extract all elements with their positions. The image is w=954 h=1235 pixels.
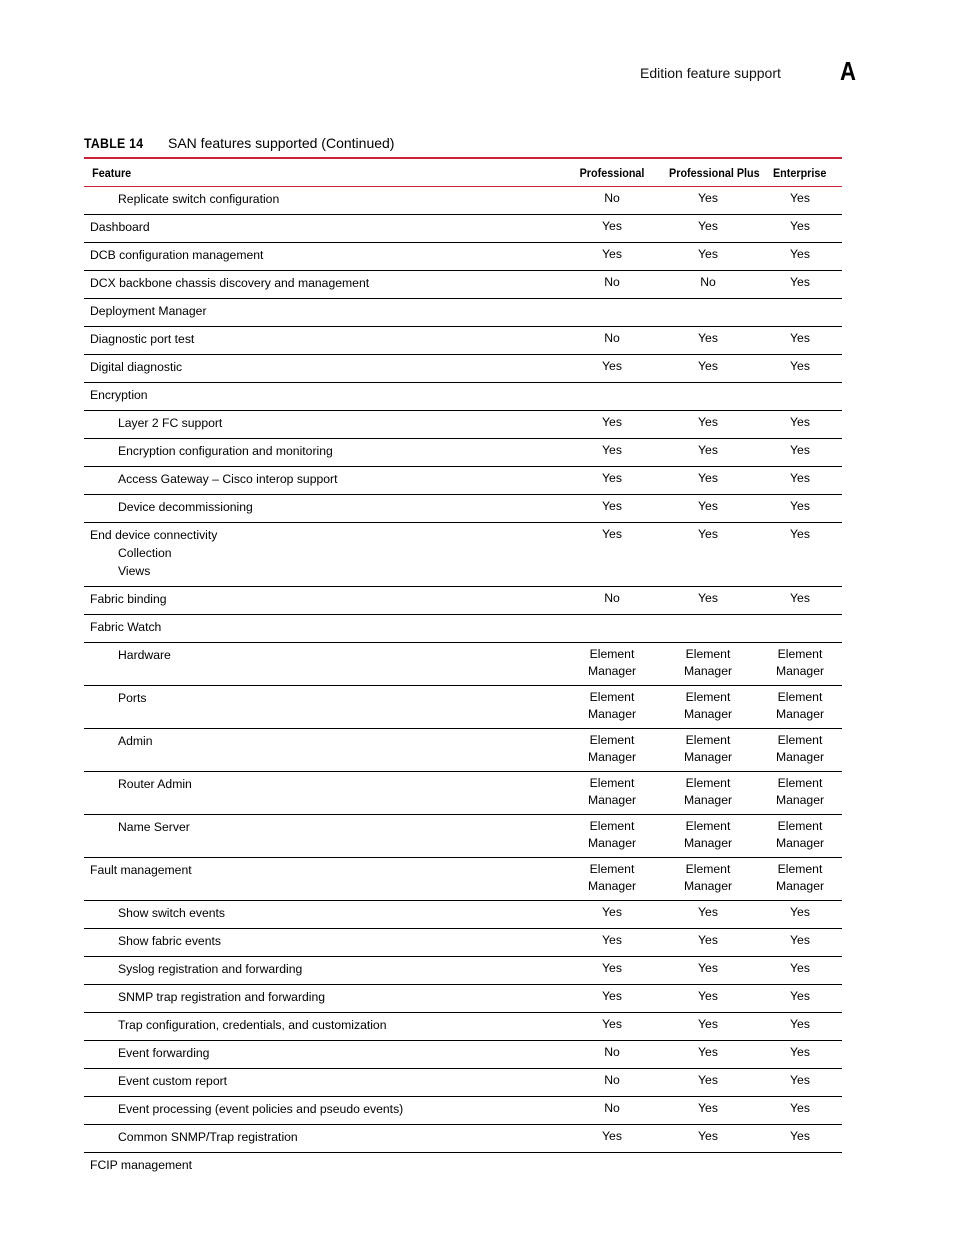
- feature-cell: [84, 686, 566, 729]
- table-row: [84, 772, 842, 815]
- feature-cell: [84, 439, 566, 467]
- feature-name: Encryption configuration and monitoring: [118, 444, 333, 458]
- table-row: [84, 271, 842, 299]
- table-row: [84, 1041, 842, 1069]
- feature-cell: [84, 929, 566, 957]
- support-value: Yes: [790, 415, 810, 429]
- support-cell-enterprise: [758, 985, 842, 1013]
- support-cell-enterprise: [758, 1097, 842, 1125]
- support-value: Yes: [698, 499, 718, 513]
- feature-cell: [84, 355, 566, 383]
- feature-name: Access Gateway – Cisco interop support: [118, 472, 338, 486]
- support-value: Yes: [698, 331, 718, 345]
- support-cell-professional: [566, 686, 658, 729]
- support-value: Yes: [602, 905, 622, 919]
- support-value: Element Manager: [775, 690, 825, 721]
- support-value: Element Manager: [587, 776, 637, 807]
- support-cell-professional: [566, 495, 658, 523]
- support-cell-professional: [566, 383, 658, 411]
- feature-cell: [84, 495, 566, 523]
- table-number: TABLE 14: [84, 135, 144, 151]
- feature-name: Layer 2 FC support: [118, 416, 223, 430]
- support-cell-professional-plus: [658, 271, 758, 299]
- support-value: No: [604, 1045, 620, 1059]
- feature-name: Common SNMP/Trap registration: [118, 1130, 298, 1144]
- support-cell-professional-plus: [658, 901, 758, 929]
- support-value: Yes: [602, 1129, 622, 1143]
- support-cell-professional-plus: [658, 355, 758, 383]
- table-row: [84, 411, 842, 439]
- support-cell-enterprise: [758, 815, 842, 858]
- support-cell-enterprise: [758, 187, 842, 215]
- table-row: [84, 1097, 842, 1125]
- support-value: Yes: [790, 499, 810, 513]
- support-value: No: [604, 591, 620, 605]
- support-cell-enterprise: [758, 1125, 842, 1153]
- support-cell-professional: [566, 1153, 658, 1181]
- support-cell-enterprise: [758, 587, 842, 615]
- feature-name: Fault management: [90, 863, 192, 877]
- support-cell-enterprise: [758, 615, 842, 643]
- feature-name: Show fabric events: [118, 934, 221, 948]
- support-cell-enterprise: [758, 439, 842, 467]
- table-row: [84, 615, 842, 643]
- support-value: Yes: [790, 275, 810, 289]
- support-value: Yes: [790, 527, 810, 541]
- support-cell-professional: [566, 411, 658, 439]
- feature-cell: [84, 467, 566, 495]
- table-row: [84, 299, 842, 327]
- support-value: No: [604, 331, 620, 345]
- feature-cell: [84, 815, 566, 858]
- support-cell-professional: [566, 215, 658, 243]
- support-value: Yes: [698, 191, 718, 205]
- support-value: Yes: [790, 471, 810, 485]
- column-header-professional: Professional: [579, 165, 645, 180]
- feature-name: DCB configuration management: [90, 248, 264, 262]
- support-cell-professional-plus: [658, 523, 758, 587]
- feature-cell: [84, 729, 566, 772]
- support-value: Yes: [698, 591, 718, 605]
- table-row: [84, 957, 842, 985]
- table-row: [84, 643, 842, 686]
- feature-name: Replicate switch configuration: [118, 192, 280, 206]
- support-cell-professional: [566, 1069, 658, 1097]
- support-cell-professional: [566, 643, 658, 686]
- support-cell-professional-plus: [658, 815, 758, 858]
- table-row: [84, 523, 842, 587]
- feature-cell: [84, 858, 566, 901]
- support-cell-enterprise: [758, 355, 842, 383]
- support-value: No: [604, 275, 620, 289]
- table-row: [84, 243, 842, 271]
- feature-cell: [84, 271, 566, 299]
- support-value: Yes: [602, 219, 622, 233]
- support-value: Yes: [790, 1045, 810, 1059]
- support-value: Element Manager: [587, 862, 637, 893]
- table-row: [84, 215, 842, 243]
- support-cell-professional-plus: [658, 1041, 758, 1069]
- support-cell-professional-plus: [658, 615, 758, 643]
- table-row: [84, 985, 842, 1013]
- support-cell-enterprise: [758, 495, 842, 523]
- support-cell-professional: [566, 587, 658, 615]
- support-value: Yes: [602, 471, 622, 485]
- support-cell-professional: [566, 815, 658, 858]
- feature-cell: [84, 1013, 566, 1041]
- support-cell-professional-plus: [658, 643, 758, 686]
- support-cell-professional-plus: [658, 858, 758, 901]
- support-value: Element Manager: [587, 690, 637, 721]
- support-cell-professional-plus: [658, 299, 758, 327]
- feature-cell: [84, 901, 566, 929]
- support-cell-enterprise: [758, 1153, 842, 1181]
- support-value: Yes: [790, 191, 810, 205]
- support-value: Yes: [698, 989, 718, 1003]
- support-value: Element Manager: [587, 733, 637, 764]
- support-cell-professional-plus: [658, 243, 758, 271]
- column-header-enterprise: Enterprise: [773, 165, 827, 180]
- feature-cell: [84, 643, 566, 686]
- support-cell-professional-plus: [658, 1069, 758, 1097]
- support-value: Yes: [790, 219, 810, 233]
- support-cell-professional: [566, 523, 658, 587]
- support-value: Yes: [790, 989, 810, 1003]
- feature-cell: [84, 383, 566, 411]
- table-body: [84, 187, 842, 1181]
- feature-name: Event forwarding: [118, 1046, 210, 1060]
- table-row: [84, 439, 842, 467]
- support-value: Yes: [698, 1045, 718, 1059]
- table-row: [84, 1069, 842, 1097]
- support-value: Element Manager: [683, 776, 733, 807]
- feature-name: Fabric binding: [90, 592, 167, 606]
- support-cell-professional-plus: [658, 772, 758, 815]
- feature-cell: [84, 772, 566, 815]
- support-value: Yes: [602, 1017, 622, 1031]
- support-value: Yes: [790, 1017, 810, 1031]
- support-cell-enterprise: [758, 327, 842, 355]
- support-cell-professional: [566, 1041, 658, 1069]
- support-cell-enterprise: [758, 729, 842, 772]
- support-cell-enterprise: [758, 271, 842, 299]
- support-cell-enterprise: [758, 957, 842, 985]
- support-cell-professional: [566, 1013, 658, 1041]
- support-cell-professional-plus: [658, 1097, 758, 1125]
- support-value: Element Manager: [775, 862, 825, 893]
- support-cell-professional-plus: [658, 187, 758, 215]
- support-value: Yes: [698, 1129, 718, 1143]
- feature-name: Event custom report: [118, 1074, 228, 1088]
- section-title: Edition feature support: [640, 65, 781, 81]
- support-value: Yes: [602, 989, 622, 1003]
- support-cell-professional: [566, 1125, 658, 1153]
- san-features-table: [84, 157, 842, 1180]
- support-value: Yes: [698, 247, 718, 261]
- support-cell-professional-plus: [658, 383, 758, 411]
- feature-subitem: Views: [118, 564, 151, 578]
- feature-name: Device decommissioning: [118, 500, 253, 514]
- support-value: Yes: [790, 933, 810, 947]
- support-value: Element Manager: [775, 819, 825, 850]
- feature-name: Deployment Manager: [90, 304, 207, 318]
- support-cell-professional-plus: [658, 467, 758, 495]
- support-cell-professional: [566, 355, 658, 383]
- support-cell-professional: [566, 243, 658, 271]
- table-row: [84, 1153, 842, 1181]
- feature-cell: [84, 299, 566, 327]
- support-value: Yes: [790, 1101, 810, 1115]
- support-value: Yes: [602, 499, 622, 513]
- support-value: Yes: [698, 415, 718, 429]
- table-row: [84, 815, 842, 858]
- support-cell-enterprise: [758, 383, 842, 411]
- support-cell-enterprise: [758, 1041, 842, 1069]
- support-value: Yes: [602, 359, 622, 373]
- feature-cell: [84, 1069, 566, 1097]
- support-value: Yes: [602, 415, 622, 429]
- feature-name: Diagnostic port test: [90, 332, 195, 346]
- feature-cell: [84, 327, 566, 355]
- support-value: Element Manager: [775, 776, 825, 807]
- feature-cell: [84, 1153, 566, 1181]
- support-cell-professional-plus: [658, 495, 758, 523]
- feature-cell: [84, 411, 566, 439]
- table-row: [84, 1125, 842, 1153]
- support-cell-professional-plus: [658, 439, 758, 467]
- support-value: Element Manager: [683, 733, 733, 764]
- table-row: [84, 587, 842, 615]
- support-value: Element Manager: [775, 647, 825, 678]
- support-value: Yes: [790, 1129, 810, 1143]
- support-value: Yes: [602, 961, 622, 975]
- column-header-feature: Feature: [92, 165, 132, 180]
- support-cell-enterprise: [758, 299, 842, 327]
- support-cell-professional: [566, 901, 658, 929]
- support-cell-enterprise: [758, 929, 842, 957]
- support-cell-professional: [566, 299, 658, 327]
- support-cell-professional-plus: [658, 411, 758, 439]
- table-row: [84, 327, 842, 355]
- support-cell-professional: [566, 858, 658, 901]
- table-caption: [84, 135, 394, 151]
- feature-cell: [84, 187, 566, 215]
- support-cell-professional: [566, 467, 658, 495]
- feature-name: Encryption: [90, 388, 148, 402]
- support-value: Yes: [698, 961, 718, 975]
- support-value: Yes: [790, 331, 810, 345]
- feature-name: Fabric Watch: [90, 620, 162, 634]
- table-row: [84, 355, 842, 383]
- table-row: [84, 187, 842, 215]
- support-cell-professional-plus: [658, 929, 758, 957]
- feature-cell: [84, 215, 566, 243]
- feature-name: Ports: [118, 691, 147, 705]
- support-value: Yes: [602, 443, 622, 457]
- table-header-row: [84, 158, 842, 187]
- feature-name: Event processing (event policies and pseudo events): [118, 1102, 404, 1116]
- support-value: Yes: [698, 359, 718, 373]
- support-value: Yes: [790, 247, 810, 261]
- table-row: [84, 858, 842, 901]
- support-value: Yes: [790, 1073, 810, 1087]
- feature-name: Hardware: [118, 648, 171, 662]
- feature-name: Dashboard: [90, 220, 150, 234]
- support-cell-professional: [566, 271, 658, 299]
- support-value: Yes: [602, 527, 622, 541]
- support-cell-professional-plus: [658, 1125, 758, 1153]
- feature-name: Digital diagnostic: [90, 360, 183, 374]
- support-value: Yes: [602, 247, 622, 261]
- support-value: Element Manager: [587, 819, 637, 850]
- support-cell-professional-plus: [658, 1013, 758, 1041]
- support-value: Element Manager: [683, 647, 733, 678]
- feature-cell: [84, 985, 566, 1013]
- support-cell-professional: [566, 327, 658, 355]
- table-row: [84, 686, 842, 729]
- support-cell-enterprise: [758, 1069, 842, 1097]
- feature-name: SNMP trap registration and forwarding: [118, 990, 326, 1004]
- feature-cell: [84, 1097, 566, 1125]
- support-value: Yes: [698, 471, 718, 485]
- feature-name: FCIP management: [90, 1158, 193, 1172]
- feature-cell: [84, 243, 566, 271]
- support-cell-enterprise: [758, 686, 842, 729]
- support-value: Element Manager: [587, 647, 637, 678]
- support-cell-professional-plus: [658, 215, 758, 243]
- support-cell-professional-plus: [658, 1153, 758, 1181]
- feature-cell: [84, 1041, 566, 1069]
- support-cell-professional: [566, 1097, 658, 1125]
- support-value: Yes: [790, 905, 810, 919]
- feature-cell: [84, 587, 566, 615]
- support-cell-professional: [566, 772, 658, 815]
- support-cell-professional-plus: [658, 729, 758, 772]
- support-cell-enterprise: [758, 1013, 842, 1041]
- feature-cell: [84, 1125, 566, 1153]
- support-cell-enterprise: [758, 215, 842, 243]
- support-value: Element Manager: [683, 690, 733, 721]
- support-cell-enterprise: [758, 772, 842, 815]
- support-value: Yes: [698, 219, 718, 233]
- support-value: Yes: [790, 591, 810, 605]
- support-value: Yes: [602, 933, 622, 947]
- table-title: SAN features supported (Continued): [168, 135, 395, 151]
- support-cell-professional-plus: [658, 327, 758, 355]
- support-value: No: [604, 1073, 620, 1087]
- feature-name: Trap configuration, credentials, and customization: [118, 1018, 387, 1032]
- support-cell-professional-plus: [658, 587, 758, 615]
- support-cell-professional-plus: [658, 985, 758, 1013]
- support-value: Yes: [698, 933, 718, 947]
- feature-name: DCX backbone chassis discovery and management: [90, 276, 370, 290]
- support-value: Yes: [698, 1101, 718, 1115]
- support-cell-enterprise: [758, 243, 842, 271]
- support-cell-enterprise: [758, 467, 842, 495]
- feature-name: Admin: [118, 734, 153, 748]
- table-row: [84, 467, 842, 495]
- support-cell-professional: [566, 985, 658, 1013]
- support-value: No: [604, 191, 620, 205]
- feature-name: Name Server: [118, 820, 190, 834]
- support-value: Yes: [698, 443, 718, 457]
- support-value: Yes: [698, 527, 718, 541]
- support-value: Yes: [790, 443, 810, 457]
- table-row: [84, 901, 842, 929]
- table-row: [84, 383, 842, 411]
- support-cell-enterprise: [758, 411, 842, 439]
- table-row: [84, 929, 842, 957]
- support-cell-professional: [566, 439, 658, 467]
- table-row: [84, 1013, 842, 1041]
- feature-cell: [84, 957, 566, 985]
- feature-name: End device connectivity: [90, 528, 218, 542]
- support-cell-professional: [566, 929, 658, 957]
- support-cell-professional: [566, 729, 658, 772]
- column-header-professional-plus: Professional Plus: [669, 165, 760, 180]
- feature-name: Router Admin: [118, 777, 192, 791]
- support-cell-professional: [566, 187, 658, 215]
- feature-name: Syslog registration and forwarding: [118, 962, 303, 976]
- feature-name: Show switch events: [118, 906, 226, 920]
- table-row: [84, 729, 842, 772]
- support-cell-professional-plus: [658, 686, 758, 729]
- support-value: Yes: [698, 1017, 718, 1031]
- support-cell-enterprise: [758, 643, 842, 686]
- support-cell-professional: [566, 957, 658, 985]
- support-value: Yes: [790, 961, 810, 975]
- support-cell-enterprise: [758, 901, 842, 929]
- support-value: No: [700, 275, 716, 289]
- support-value: Yes: [790, 359, 810, 373]
- support-value: Element Manager: [683, 862, 733, 893]
- support-value: Yes: [698, 905, 718, 919]
- support-cell-professional: [566, 615, 658, 643]
- table-row: [84, 495, 842, 523]
- support-cell-professional-plus: [658, 957, 758, 985]
- feature-subitem: Collection: [118, 546, 172, 560]
- support-value: Yes: [698, 1073, 718, 1087]
- support-value: Element Manager: [775, 733, 825, 764]
- feature-cell: [84, 615, 566, 643]
- support-value: Element Manager: [683, 819, 733, 850]
- support-cell-enterprise: [758, 858, 842, 901]
- appendix-letter: A: [840, 56, 856, 86]
- feature-cell: [84, 523, 566, 587]
- support-value: No: [604, 1101, 620, 1115]
- support-cell-enterprise: [758, 523, 842, 587]
